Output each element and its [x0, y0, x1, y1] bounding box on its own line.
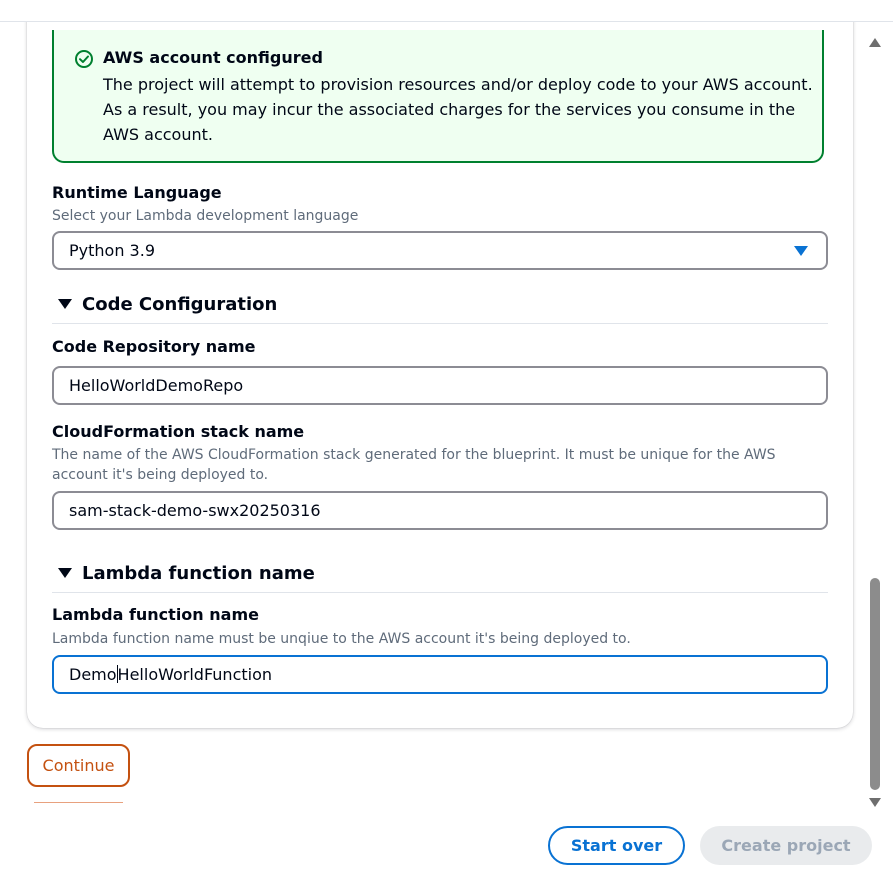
code-configuration-toggle[interactable]: [58, 294, 277, 315]
top-divider-line: [0, 21, 893, 22]
repo-input[interactable]: HelloWorldDemoRepo: [52, 366, 828, 405]
runtime-select[interactable]: [52, 231, 828, 270]
check-circle-icon: [74, 49, 94, 69]
scroll-down-icon[interactable]: [869, 798, 881, 807]
runtime-label: Runtime Language: [52, 183, 222, 202]
caret-down-icon: [58, 299, 72, 309]
lambda-section-title: Lambda function name: [82, 563, 315, 584]
alert-title: AWS account configured: [103, 48, 323, 67]
lambda-description: Lambda function name must be unqiue to the AWS account it's being deployed to.: [52, 631, 631, 647]
runtime-select-value: Python 3.9: [69, 241, 155, 260]
caret-down-icon: [794, 246, 808, 256]
scrollbar-thumb[interactable]: [870, 578, 880, 790]
create-project-button[interactable]: Create project: [700, 826, 872, 865]
runtime-description: Select your Lambda development language: [52, 208, 359, 224]
lambda-label: Lambda function name: [52, 605, 259, 624]
scroll-up-icon[interactable]: [869, 38, 881, 47]
lambda-input-value-start: Demo: [69, 665, 117, 684]
lambda-input[interactable]: [52, 655, 828, 694]
continue-button[interactable]: Continue: [27, 744, 130, 787]
section-divider: [52, 592, 828, 593]
stack-input[interactable]: sam-stack-demo-swx20250316: [52, 491, 828, 530]
repo-label: Code Repository name: [52, 337, 256, 356]
stack-label: CloudFormation stack name: [52, 422, 305, 441]
card-top-cover: [20, 0, 880, 22]
orange-underline: [34, 802, 123, 803]
alert-body: The project will attempt to provision resources and/or deploy code to your AWS account. As a result, you may incur the associated charges for the services you consume in the AWS account.: [103, 75, 813, 144]
lambda-input-value-end: HelloWorldFunction: [117, 665, 273, 684]
section-divider: [52, 323, 828, 324]
start-over-button[interactable]: Start over: [548, 826, 685, 865]
lambda-section-toggle[interactable]: [58, 563, 315, 584]
code-configuration-title: Code Configuration: [82, 294, 278, 315]
stack-description: The name of the AWS CloudFormation stack generated for the blueprint. It must be unique for the AWS account it's being deployed to.: [52, 447, 776, 483]
caret-down-icon: [58, 568, 72, 578]
